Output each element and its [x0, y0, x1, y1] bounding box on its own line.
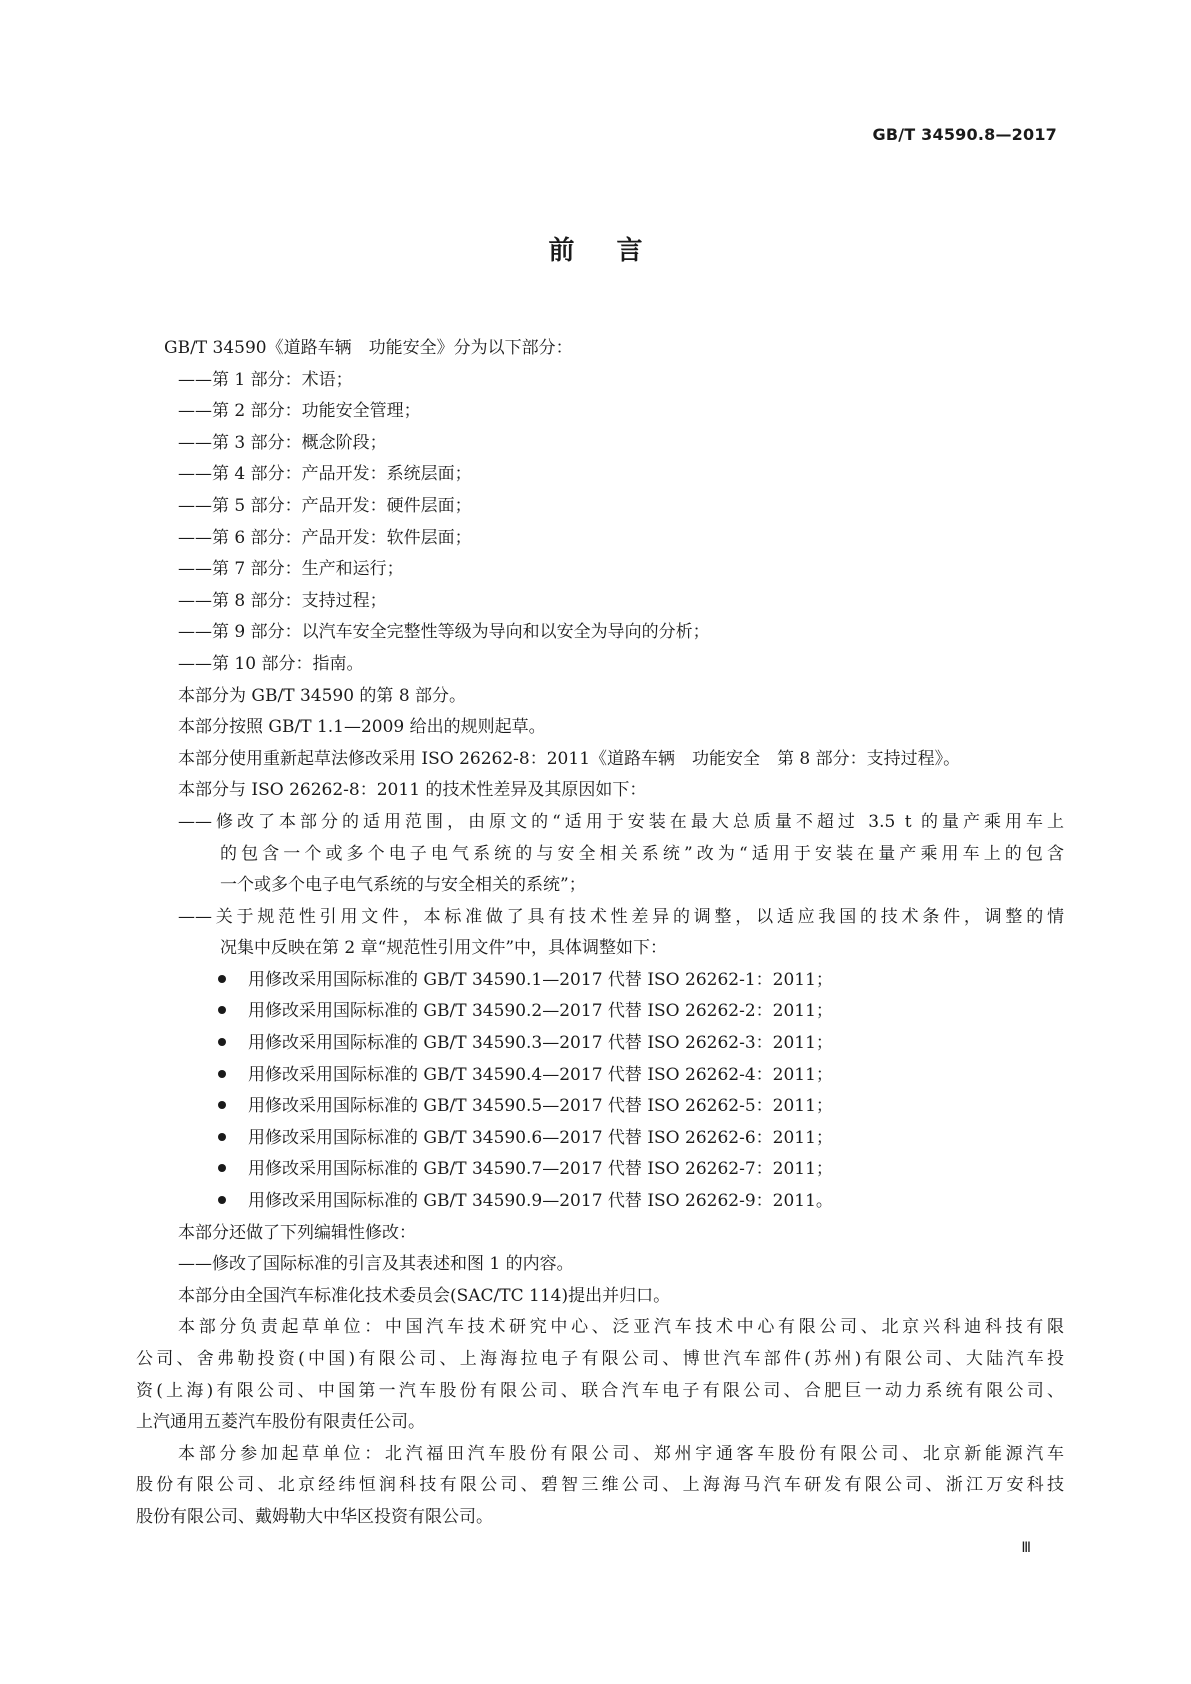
part-item: ——第 10 部分：指南。 [178, 653, 364, 674]
scope-difference-line: ——修改了本部分的适用范围，由原文的“适用于安装在最大总质量不超过 3.5 t 的量产乘用车上 [178, 811, 1064, 832]
main-drafters-line: 公司、舍弗勒投资(中国)有限公司、上海海拉电子有限公司、博世汽车部件(苏州)有限公司、大陆汽车投 [136, 1349, 1064, 1369]
editorial-intro: 本部分还做了下列编辑性修改： [178, 1222, 416, 1243]
bullet-icon [218, 1006, 226, 1014]
bullet-text: 用修改采用国际标准的 GB/T 34590.5—2017 代替 ISO 26262-5：2011； [248, 1096, 833, 1117]
paragraph: 本部分使用重新起草法修改采用 ISO 26262-8：2011《道路车辆 功能安全 第 8 部分：支持过程》。 [178, 748, 961, 769]
part-item: ——第 8 部分：支持过程； [178, 590, 387, 611]
standard-code: GB/T 34590.8—2017 [872, 125, 1057, 144]
bullet-text: 用修改采用国际标准的 GB/T 34590.2—2017 代替 ISO 26262-2：2011； [248, 1001, 833, 1022]
bullet-text: 用修改采用国际标准的 GB/T 34590.6—2017 代替 ISO 26262-6：2011； [248, 1127, 833, 1148]
participating-drafters-line: 股份有限公司、戴姆勒大中华区投资有限公司。 [136, 1506, 493, 1527]
part-item: ——第 9 部分：以汽车安全完整性等级为导向和以安全为导向的分析； [178, 622, 710, 643]
scope-difference-line: 一个或多个电子电气系统的与安全相关的系统”； [220, 875, 586, 896]
bullet-item [178, 1154, 1064, 1186]
bullet-item [178, 996, 1064, 1028]
part-item: ——第 5 部分：产品开发：硬件层面； [178, 495, 472, 516]
bullet-icon [218, 1133, 226, 1141]
bullet-text: 用修改采用国际标准的 GB/T 34590.3—2017 代替 ISO 26262-3：2011； [248, 1033, 833, 1054]
participating-drafters-line: 股份有限公司、北京经纬恒润科技有限公司、碧智三维公司、上海海马汽车研发有限公司、浙江万安科技 [136, 1475, 1064, 1496]
reference-difference-line: ——关于规范性引用文件，本标准做了具有技术性差异的调整，以适应我国的技术条件，调整的情 [178, 906, 1064, 927]
reference-difference-line: 况集中反映在第 2 章“规范性引用文件”中，具体调整如下： [220, 938, 668, 959]
part-item: ——第 4 部分：产品开发：系统层面； [178, 464, 472, 485]
paragraph: 本部分为 GB/T 34590 的第 8 部分。 [178, 685, 467, 706]
bullet-icon [218, 1038, 226, 1046]
intro-paragraph: GB/T 34590《道路车辆 功能安全》分为以下部分： [164, 338, 573, 358]
bullet-icon [218, 1070, 226, 1078]
part-item: ——第 3 部分：概念阶段； [178, 432, 387, 453]
bullet-icon [218, 975, 226, 983]
part-item: ——第 2 部分：功能安全管理； [178, 401, 421, 422]
page-number: Ⅲ [1021, 1540, 1031, 1556]
bullet-text: 用修改采用国际标准的 GB/T 34590.7—2017 代替 ISO 26262-7：2011； [248, 1159, 833, 1180]
bullet-icon [218, 1196, 226, 1204]
bullet-icon [218, 1164, 226, 1172]
scope-difference-line: 的包含一个或多个电子电气系统的与安全相关系统”改为“适用于安装在量产乘用车上的包含 [220, 843, 1064, 864]
document-body [136, 333, 1064, 1534]
part-item: ——第 1 部分：术语； [178, 369, 353, 390]
bullet-item [178, 965, 1064, 997]
paragraph: 本部分按照 GB/T 1.1—2009 给出的规则起草。 [178, 717, 546, 738]
bullet-item [178, 1060, 1064, 1092]
bullet-item [178, 1186, 1064, 1218]
main-drafters-line: 本部分负责起草单位：中国汽车技术研究中心、泛亚汽车技术中心有限公司、北京兴科迪科技有限 [178, 1317, 1064, 1338]
editorial-item: ——修改了国际标准的引言及其表述和图 1 的内容。 [178, 1254, 574, 1275]
part-item: ——第 6 部分：产品开发：软件层面； [178, 527, 472, 548]
bullet-item [178, 1028, 1064, 1060]
proposer-paragraph: 本部分由全国汽车标准化技术委员会(SAC/TC 114)提出并归口。 [178, 1285, 671, 1306]
bullet-text: 用修改采用国际标准的 GB/T 34590.1—2017 代替 ISO 26262-1：2011； [248, 969, 833, 990]
paragraph: 本部分与 ISO 26262-8：2011 的技术性差异及其原因如下： [178, 780, 647, 801]
page-title: 前言 [548, 236, 685, 266]
main-drafters-line: 资(上海)有限公司、中国第一汽车股份有限公司、联合汽车电子有限公司、合肥巨一动力系统有限公司、 [136, 1380, 1064, 1401]
bullet-text: 用修改采用国际标准的 GB/T 34590.9—2017 代替 ISO 26262-9：2011。 [248, 1191, 833, 1212]
participating-drafters-line: 本部分参加起草单位：北汽福田汽车股份有限公司、郑州宇通客车股份有限公司、北京新能源汽车 [178, 1443, 1064, 1464]
bullet-text: 用修改采用国际标准的 GB/T 34590.4—2017 代替 ISO 26262-4：2011； [248, 1064, 833, 1085]
part-item: ——第 7 部分：生产和运行； [178, 559, 404, 580]
bullet-icon [218, 1101, 226, 1109]
main-drafters-line: 上汽通用五菱汽车股份有限责任公司。 [136, 1412, 425, 1433]
bullet-item [178, 1091, 1064, 1123]
bullet-item [178, 1123, 1064, 1155]
